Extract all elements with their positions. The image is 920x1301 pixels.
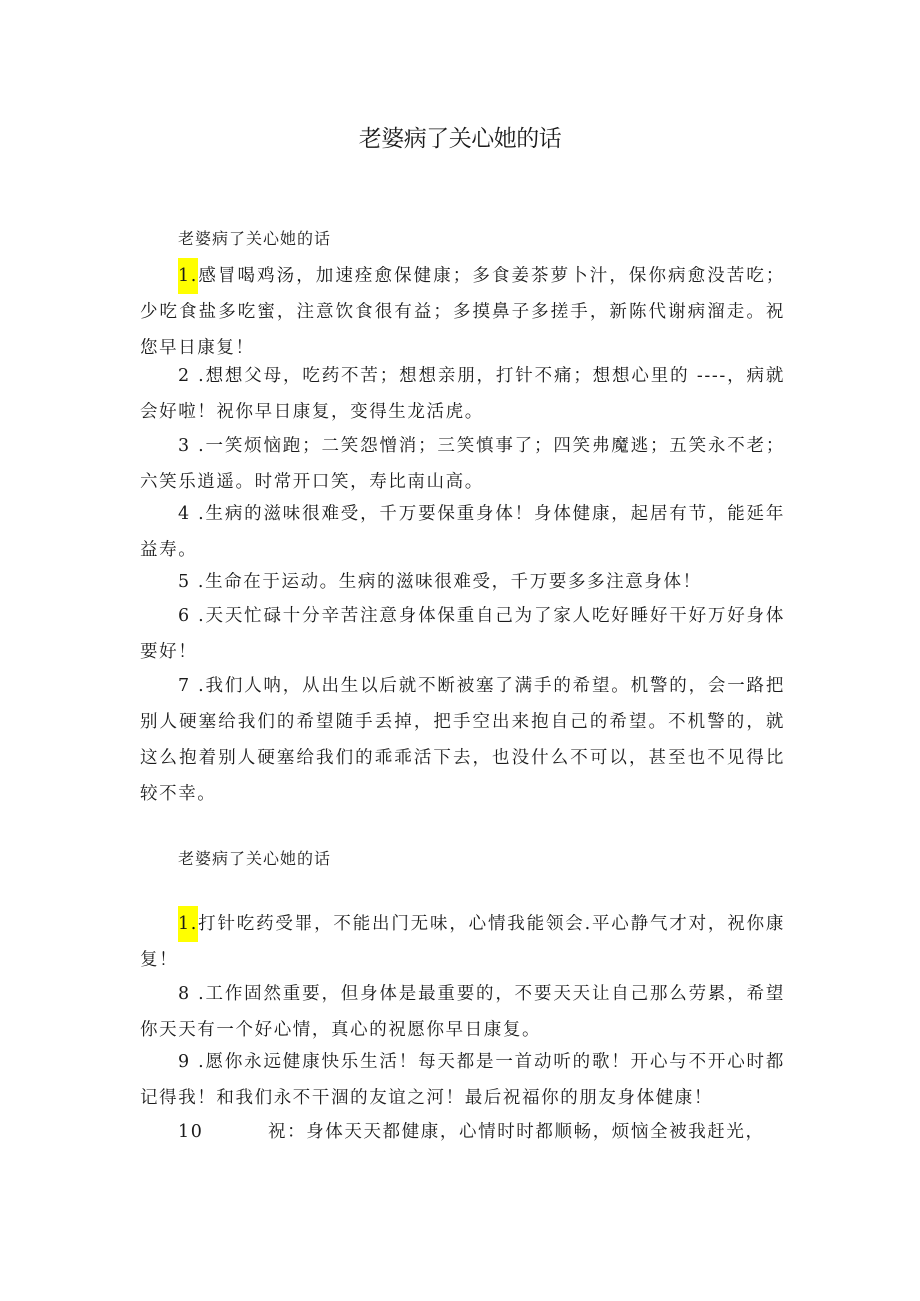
section-heading: 老婆病了关心她的话: [178, 229, 332, 248]
item-number: 5: [178, 572, 191, 592]
list-item: [140, 976, 785, 1048]
item-number: 8: [178, 984, 191, 1004]
list-item: [140, 598, 785, 670]
item-text: .一笑烦恼跑；二笑怨憎消；三笑慎事了；四笑弗魔逃；五笑永不老；六笑乐逍遥。时常开口笑，寿比南山高。: [140, 436, 785, 492]
list-item: [140, 258, 785, 366]
item-number: 1.: [178, 258, 198, 294]
list-item: [140, 906, 785, 978]
item-text: .生病的滋味很难受，千万要保重身体！身体健康，起居有节，能延年益寿。: [140, 504, 785, 560]
item-text: .工作固然重要，但身体是最重要的，不要天天让自己那么劳累，希望你天天有一个好心情，真心的祝愿你早日康复。: [140, 984, 785, 1040]
item-text: .愿你永远健康快乐生活！每天都是一首动听的歌！开心与不开心时都记得我！和我们永不干涸的友谊之河！最后祝福你的朋友身体健康！: [140, 1052, 785, 1108]
item-text: 祝：身体天天都健康，心情时时都顺畅，烦恼全被我赶光，: [268, 1122, 765, 1142]
list-item: [140, 1114, 785, 1150]
item-number: 1.: [178, 906, 198, 942]
item-text: 感冒喝鸡汤，加速痊愈保健康；多食姜茶萝卜汁，保你病愈没苦吃；少吃食盐多吃蜜，注意饮食很有益；多摸鼻子多搓手，新陈代谢病溜走。祝您早日康复！: [140, 266, 785, 358]
item-number: 9: [178, 1052, 191, 1072]
list-item: [140, 668, 785, 812]
list-item: [140, 496, 785, 568]
item-text: 打针吃药受罪，不能出门无味，心情我能领会.平心静气才对，祝你康复！: [140, 914, 785, 970]
list-item: [140, 428, 785, 500]
item-text: .生命在于运动。生病的滋味很难受，千万要多多注意身体！: [197, 572, 702, 592]
page-title: 老婆病了关心她的话: [358, 126, 562, 152]
section-heading: 老婆病了关心她的话: [178, 849, 332, 868]
item-number: 7: [178, 676, 191, 696]
item-number: 6: [178, 606, 191, 626]
item-number: 4: [178, 504, 191, 524]
item-text: .我们人呐，从出生以后就不断被塞了满手的希望。机警的，会一路把别人硬塞给我们的希望随手丢掉，把手空出来抱自己的希望。不机警的，就这么抱着别人硬塞给我们的乖乖活下去，也没什么不可以，甚至也不见得比较不幸。: [140, 676, 785, 804]
list-item: [140, 358, 785, 430]
item-number: 2: [178, 366, 191, 386]
list-item: [140, 1044, 785, 1116]
item-text: .想想父母，吃药不苦；想想亲朋，打针不痛；想想心里的 ----，病就会好啦！祝你早日康复，变得生龙活虎。: [140, 366, 785, 422]
item-number: 10: [178, 1122, 204, 1142]
item-number: 3: [178, 436, 191, 456]
item-text: .天天忙碌十分辛苦注意身体保重自己为了家人吃好睡好干好万好身体要好！: [140, 606, 785, 662]
list-item: [140, 564, 785, 600]
